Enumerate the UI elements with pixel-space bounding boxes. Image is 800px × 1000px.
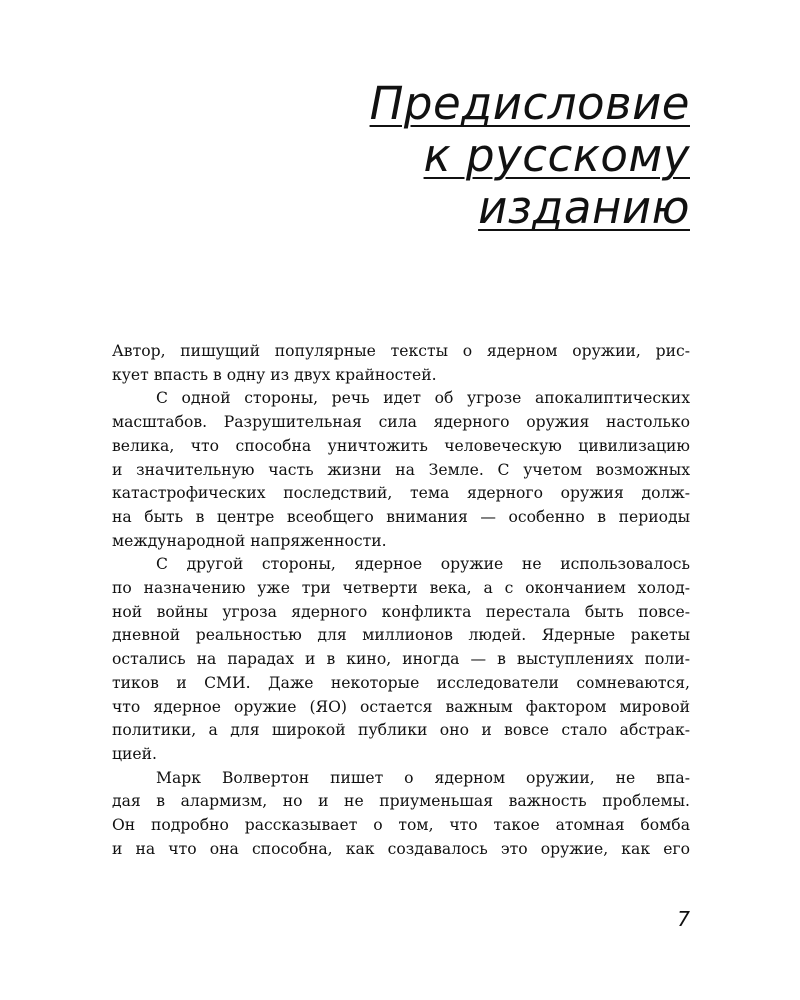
text-line: цией.	[112, 744, 157, 763]
text-line: катастрофических последствий, тема ядерного оружия долж-	[112, 484, 690, 503]
text-line: политики, а для широкой публики оно и вовсе стало абстрак-	[112, 721, 690, 740]
paragraph-2	[112, 387, 690, 553]
text-line: и на что она способна, как создавалось это оружие, как его	[112, 839, 690, 858]
chapter-title-line: к русскому	[423, 129, 690, 182]
text-line: международной напряженности.	[112, 531, 387, 550]
text-line: дневной реальностью для миллионов людей. Ядерные ракеты	[112, 626, 690, 645]
text-line: велика, что способна уничтожить человеческую цивилизацию	[112, 436, 690, 455]
page-number: 7	[677, 907, 690, 931]
text-line: остались на парадах и в кино, иногда — в выступлениях поли-	[112, 650, 690, 669]
text-line: С одной стороны, речь идет об угрозе апокалиптических	[156, 389, 690, 408]
text-line: тиков и СМИ. Даже некоторые исследователи сомневаются,	[112, 673, 690, 692]
text-line: Автор, пишущий популярные тексты о ядерном оружии, рис-	[112, 342, 690, 360]
paragraph-3	[112, 553, 690, 766]
text-line: что ядерное оружие (ЯО) остается важным фактором мировой	[112, 697, 690, 716]
text-line: масштабов. Разрушительная сила ядерного оружия настолько	[112, 413, 690, 432]
text-line: на быть в центре всеобщего внимания — особенно в периоды	[112, 507, 690, 526]
body-text	[112, 340, 690, 861]
text-line: дая в алармизм, но и не приуменьшая важность проблемы.	[112, 792, 690, 811]
chapter-title-line: Предисловие	[369, 77, 690, 130]
text-line: кует впасть в одну из двух крайностей.	[112, 365, 437, 384]
text-line: по назначению уже три четверти века, а с окончанием холод-	[112, 579, 690, 598]
chapter-title	[370, 78, 690, 234]
text-line: и значительную часть жизни на Земле. С учетом возможных	[112, 460, 690, 479]
text-line: С другой стороны, ядерное оружие не использовалось	[156, 555, 690, 574]
chapter-title-line: изданию	[478, 181, 690, 234]
text-line: ной войны угроза ядерного конфликта перестала быть повсе-	[112, 602, 690, 621]
paragraph-1	[112, 340, 690, 387]
paragraph-4	[112, 767, 690, 862]
text-line: Марк Волвертон пишет о ядерном оружии, не впа-	[156, 768, 690, 787]
text-line: Он подробно рассказывает о том, что такое атомная бомба	[112, 816, 690, 835]
